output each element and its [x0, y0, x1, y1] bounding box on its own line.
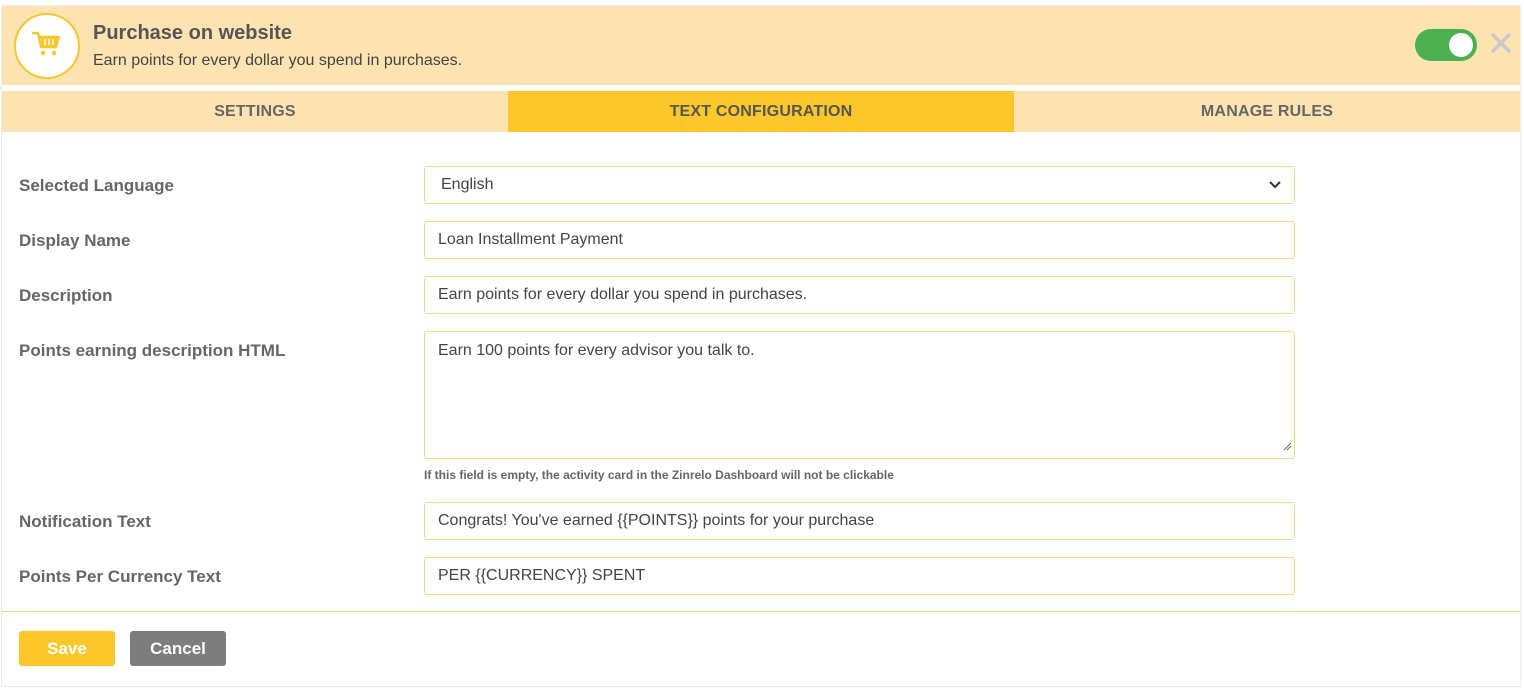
- activity-icon-badge: [14, 13, 80, 79]
- activity-panel: [1, 5, 1521, 687]
- cancel-button[interactable]: Cancel: [130, 631, 226, 666]
- tab-settings[interactable]: SETTINGS: [214, 102, 296, 120]
- shopping-cart-icon: [32, 30, 62, 63]
- notification-text-input[interactable]: Congrats! You've earned {{POINTS}} points for your purchase: [424, 502, 1295, 540]
- resize-grip-icon[interactable]: [1282, 438, 1292, 456]
- close-button[interactable]: [1488, 31, 1514, 59]
- points-per-currency-input[interactable]: PER {{CURRENCY}} SPENT: [424, 557, 1295, 595]
- save-button[interactable]: Save: [19, 631, 115, 666]
- description-input[interactable]: Earn points for every dollar you spend in purchases.: [424, 276, 1295, 314]
- activity-title: Purchase on website: [93, 22, 292, 44]
- description-label: Description: [19, 286, 113, 305]
- tab-text-configuration[interactable]: TEXT CONFIGURATION: [508, 91, 1014, 132]
- points-html-hint: If this field is empty, the activity card in the Zinrelo Dashboard will not be clickable: [424, 468, 894, 482]
- points-html-value: Earn 100 points for every advisor you talk to.: [438, 342, 755, 359]
- close-icon: [1491, 33, 1511, 58]
- display-name-input[interactable]: Loan Installment Payment: [424, 221, 1295, 259]
- activity-enabled-toggle[interactable]: [1415, 29, 1477, 61]
- points-html-label: Points earning description HTML: [19, 341, 286, 360]
- tab-bar: [2, 91, 1520, 132]
- toggle-knob: [1449, 33, 1473, 57]
- notification-text-label: Notification Text: [19, 512, 151, 531]
- language-select[interactable]: [424, 166, 1295, 204]
- footer-divider: [2, 611, 1520, 612]
- activity-header: [2, 6, 1520, 85]
- tab-manage-rules[interactable]: MANAGE RULES: [1200, 102, 1334, 120]
- chevron-down-icon: [1269, 176, 1281, 194]
- points-html-textarea[interactable]: [424, 331, 1295, 459]
- points-per-currency-label: Points Per Currency Text: [19, 567, 221, 586]
- selected-language-label: Selected Language: [19, 176, 174, 195]
- activity-subtitle: Earn points for every dollar you spend in purchases.: [93, 52, 463, 69]
- display-name-label: Display Name: [19, 231, 131, 250]
- language-select-value: English: [441, 176, 494, 193]
